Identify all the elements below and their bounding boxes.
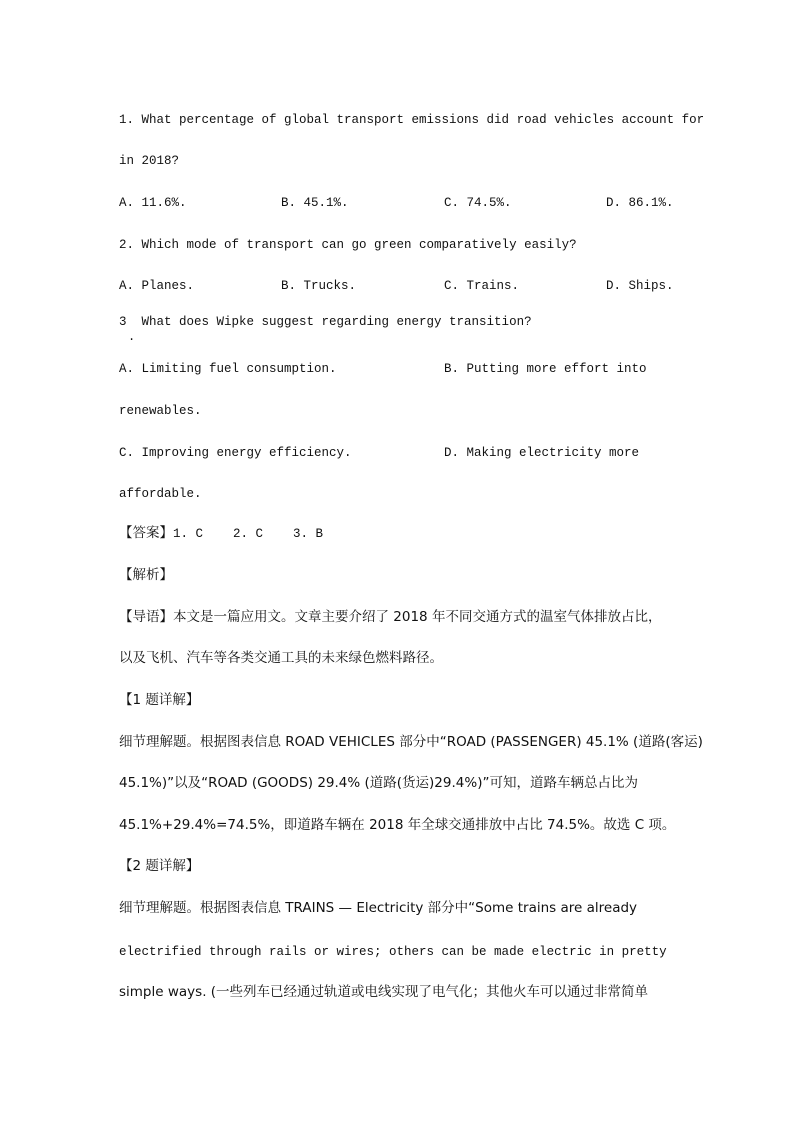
q3-dot: . — [128, 330, 136, 344]
detail1-line3: 45.1%+29.4%=74.5%，即道路车辆在 2018 年全球交通排放中占比 74.5%。故选 C 项。 — [119, 817, 676, 833]
q2-option-c: C. Trains. — [444, 279, 520, 293]
answer-tag: 【答案】 — [119, 525, 173, 541]
q1-stem-line1: 1. What percentage of global transport emissions did road vehicles account for — [119, 113, 705, 127]
intro-tag: 【导语】 — [119, 609, 173, 625]
detail2-heading — [119, 858, 199, 874]
q1-option-b: B. 45.1%. — [281, 196, 349, 210]
intro-line2: 以及飞机、汽车等各类交通工具的未来绿色燃料路径。 — [119, 650, 443, 666]
q3-option-d: D. Making electricity more — [444, 446, 640, 460]
q3-stem: 3 What does Wipke suggest regarding energy transition? — [119, 315, 532, 329]
detail2-line1: 细节理解题。根据图表信息 TRAINS — Electricity 部分中“Some trains are already — [119, 900, 638, 916]
q2-option-a: A. Planes. — [119, 279, 195, 293]
detail2-line2: electrified through rails or wires; others can be made electric in pretty — [119, 945, 667, 959]
answer-line — [119, 525, 323, 542]
analysis-heading — [119, 567, 173, 583]
detail1-line1: 细节理解题。根据图表信息 ROAD VEHICLES 部分中“ROAD (PASSENGER) 45.1% (道路(客运) — [119, 734, 703, 750]
detail1-heading — [119, 692, 199, 708]
answer-text: 1. C 2. C 3. B — [173, 527, 324, 541]
q1-option-a: A. 11.6%. — [119, 196, 187, 210]
q3-option-d-cont: affordable. — [119, 487, 202, 501]
detail2-line3: simple ways. (一些列车已经通过轨道或电线实现了电气化；其他火车可以通过非常简单 — [119, 984, 649, 1000]
q1-stem-line2: in 2018? — [119, 154, 180, 168]
q3-option-c: C. Improving energy efficiency. — [119, 446, 352, 460]
intro-text-1: 本文是一篇应用文。文章主要介绍了 2018 年不同交通方式的温室气体排放占比， — [173, 609, 662, 625]
detail1-tag: 【1 题详解】 — [119, 692, 200, 708]
detail1-line2: 45.1%)”以及“ROAD (GOODS) 29.4% (道路(货运)29.4%)”可知，道路车辆总占比为 — [119, 775, 638, 791]
detail2-tag: 【2 题详解】 — [119, 858, 200, 874]
q3-option-a: A. Limiting fuel consumption. — [119, 362, 337, 376]
analysis-tag: 【解析】 — [119, 567, 173, 583]
q2-option-b: B. Trucks. — [281, 279, 357, 293]
intro-line1 — [119, 609, 661, 625]
q3-option-b: B. Putting more effort into — [444, 362, 647, 376]
q2-option-d: D. Ships. — [606, 279, 674, 293]
q3-option-b-cont: renewables. — [119, 404, 202, 418]
q1-option-c: C. 74.5%. — [444, 196, 512, 210]
q1-option-d: D. 86.1%. — [606, 196, 674, 210]
q2-stem: 2. Which mode of transport can go green comparatively easily? — [119, 238, 577, 252]
